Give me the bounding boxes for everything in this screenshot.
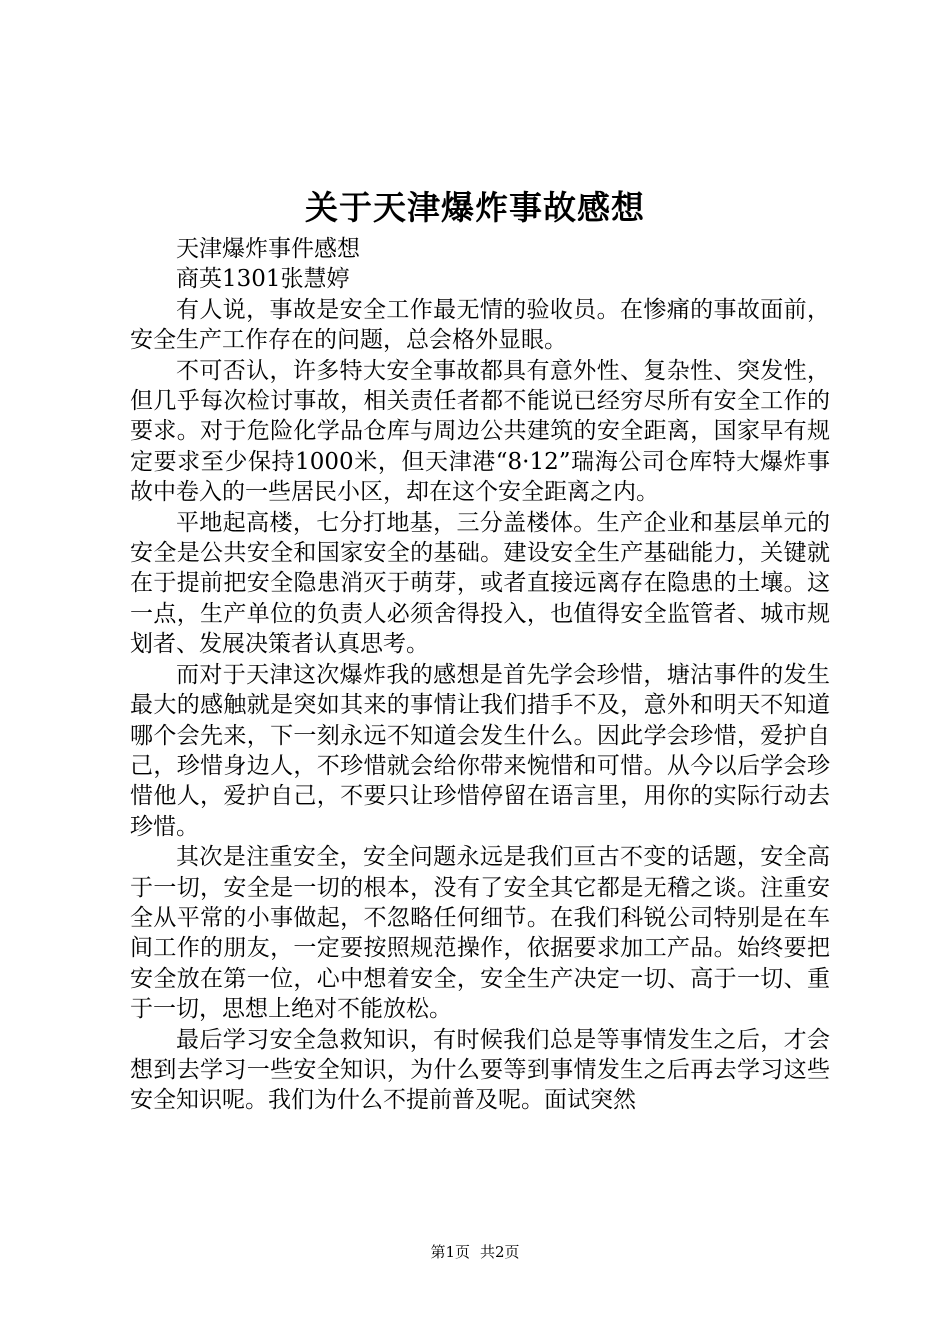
page-number: 第1页 [430, 1243, 470, 1261]
page-total: 共2页 [480, 1243, 520, 1261]
subtitle-paragraph: 天津爆炸事件感想 [176, 236, 360, 262]
body-paragraph: 其次是注重安全，安全问题永远是我们亘古不变的话题，安全高于一切，安全是一切的根本，没有了安全其它都是无稽之谈。注重安全从平常的小事做起，不忽略任何细节。在我们科锐公司特别是在车间工作的朋友，一定要按照规范操作，依据要求加工产品。始终要把安全放在第一位，心中想着安全，安全生产决定一切、高于一切、重于一切，思想上绝对不能放松。 [130, 844, 830, 1023]
body-paragraph: 有人说，事故是安全工作最无情的验收员。在惨痛的事故面前，安全生产工作存在的问题，总会格外显眼。 [130, 296, 830, 354]
body-paragraph: 最后学习安全急救知识，有时候我们总是等事情发生之后，才会想到去学习一些安全知识，为什么要等到事情发生之后再去学习这些安全知识呢。我们为什么不提前普及呢。面试突然 [130, 1026, 830, 1114]
document-body [130, 234, 830, 1116]
document-title: 关于天津爆炸事故感想 [305, 188, 645, 227]
body-paragraph: 不可否认，许多特大安全事故都具有意外性、复杂性、突发性，但几乎每次检讨事故，相关责任者都不能说已经穷尽所有安全工作的要求。对于危险化学品仓库与周边公共建筑的安全距离，国家早有规定要求至少保持1000米，但天津港“8·12”瑞海公司仓库特大爆炸事故中卷入的一些居民小区，却在这个安全距离之内。 [130, 357, 830, 506]
body-paragraph: 而对于天津这次爆炸我的感想是首先学会珍惜，塘沽事件的发生最大的感触就是突如其来的事情让我们措手不及，意外和明天不知道哪个会先来，下一刻永远不知道会发生什么。因此学会珍惜，爱护自己，珍惜身边人，不珍惜就会给你带来惋惜和可惜。从今以后学会珍惜他人，爱护自己，不要只让珍惜停留在语言里，用你的实际行动去珍惜。 [130, 661, 830, 840]
body-paragraph: 平地起高楼，七分打地基，三分盖楼体。生产企业和基层单元的安全是公共安全和国家安全的基础。建设安全生产基础能力，关键就在于提前把安全隐患消灭于萌芽，或者直接远离存在隐患的土壤。这一点，生产单位的负责人必须舍得投入，也值得安全监管者、城市规划者、发展决策者认真思考。 [130, 509, 830, 658]
page-footer [0, 1242, 950, 1262]
author-paragraph: 商英1301张慧婷 [176, 266, 350, 293]
